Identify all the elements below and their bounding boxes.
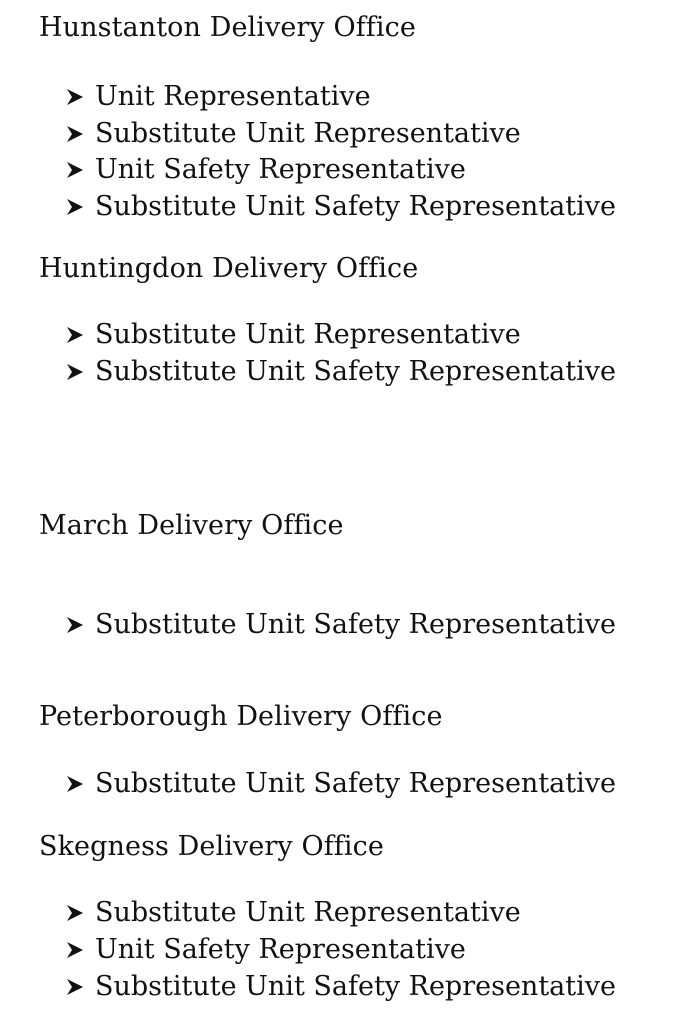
list-item <box>66 190 616 224</box>
list-item <box>66 318 521 352</box>
section-heading-hunstanton: Hunstanton Delivery Office <box>39 12 416 43</box>
list-item-label: Substitute Unit Safety Representative <box>95 971 616 1002</box>
arrowhead-bullet-icon <box>66 88 84 106</box>
section-heading-march: March Delivery Office <box>39 510 344 541</box>
list-item-label: Substitute Unit Safety Representative <box>95 191 616 222</box>
list-item-label: Unit Safety Representative <box>95 934 466 965</box>
list-item <box>66 767 616 801</box>
list-item-label: Substitute Unit Safety Representative <box>95 768 616 799</box>
arrowhead-bullet-icon <box>66 775 84 793</box>
arrowhead-bullet-icon <box>66 198 84 216</box>
list-item-label: Substitute Unit Representative <box>95 118 521 149</box>
list-item <box>66 153 466 187</box>
section-heading-peterborough: Peterborough Delivery Office <box>39 701 443 732</box>
list-item-label: Substitute Unit Representative <box>95 897 521 928</box>
list-item-label: Substitute Unit Representative <box>95 319 521 350</box>
section-heading-huntingdon: Huntingdon Delivery Office <box>39 253 419 284</box>
list-item-label: Substitute Unit Safety Representative <box>95 356 616 387</box>
list-item <box>66 970 616 1004</box>
section-heading-skegness: Skegness Delivery Office <box>39 831 384 862</box>
list-item <box>66 933 466 967</box>
arrowhead-bullet-icon <box>66 941 84 959</box>
arrowhead-bullet-icon <box>66 161 84 179</box>
arrowhead-bullet-icon <box>66 363 84 381</box>
list-item-label: Unit Safety Representative <box>95 154 466 185</box>
arrowhead-bullet-icon <box>66 125 84 143</box>
arrowhead-bullet-icon <box>66 616 84 634</box>
list-item <box>66 608 616 642</box>
arrowhead-bullet-icon <box>66 904 84 922</box>
list-item <box>66 80 371 114</box>
list-item-label: Unit Representative <box>95 81 371 112</box>
arrowhead-bullet-icon <box>66 326 84 344</box>
arrowhead-bullet-icon <box>66 978 84 996</box>
list-item <box>66 896 521 930</box>
list-item <box>66 117 521 151</box>
list-item <box>66 355 616 389</box>
list-item-label: Substitute Unit Safety Representative <box>95 609 616 640</box>
